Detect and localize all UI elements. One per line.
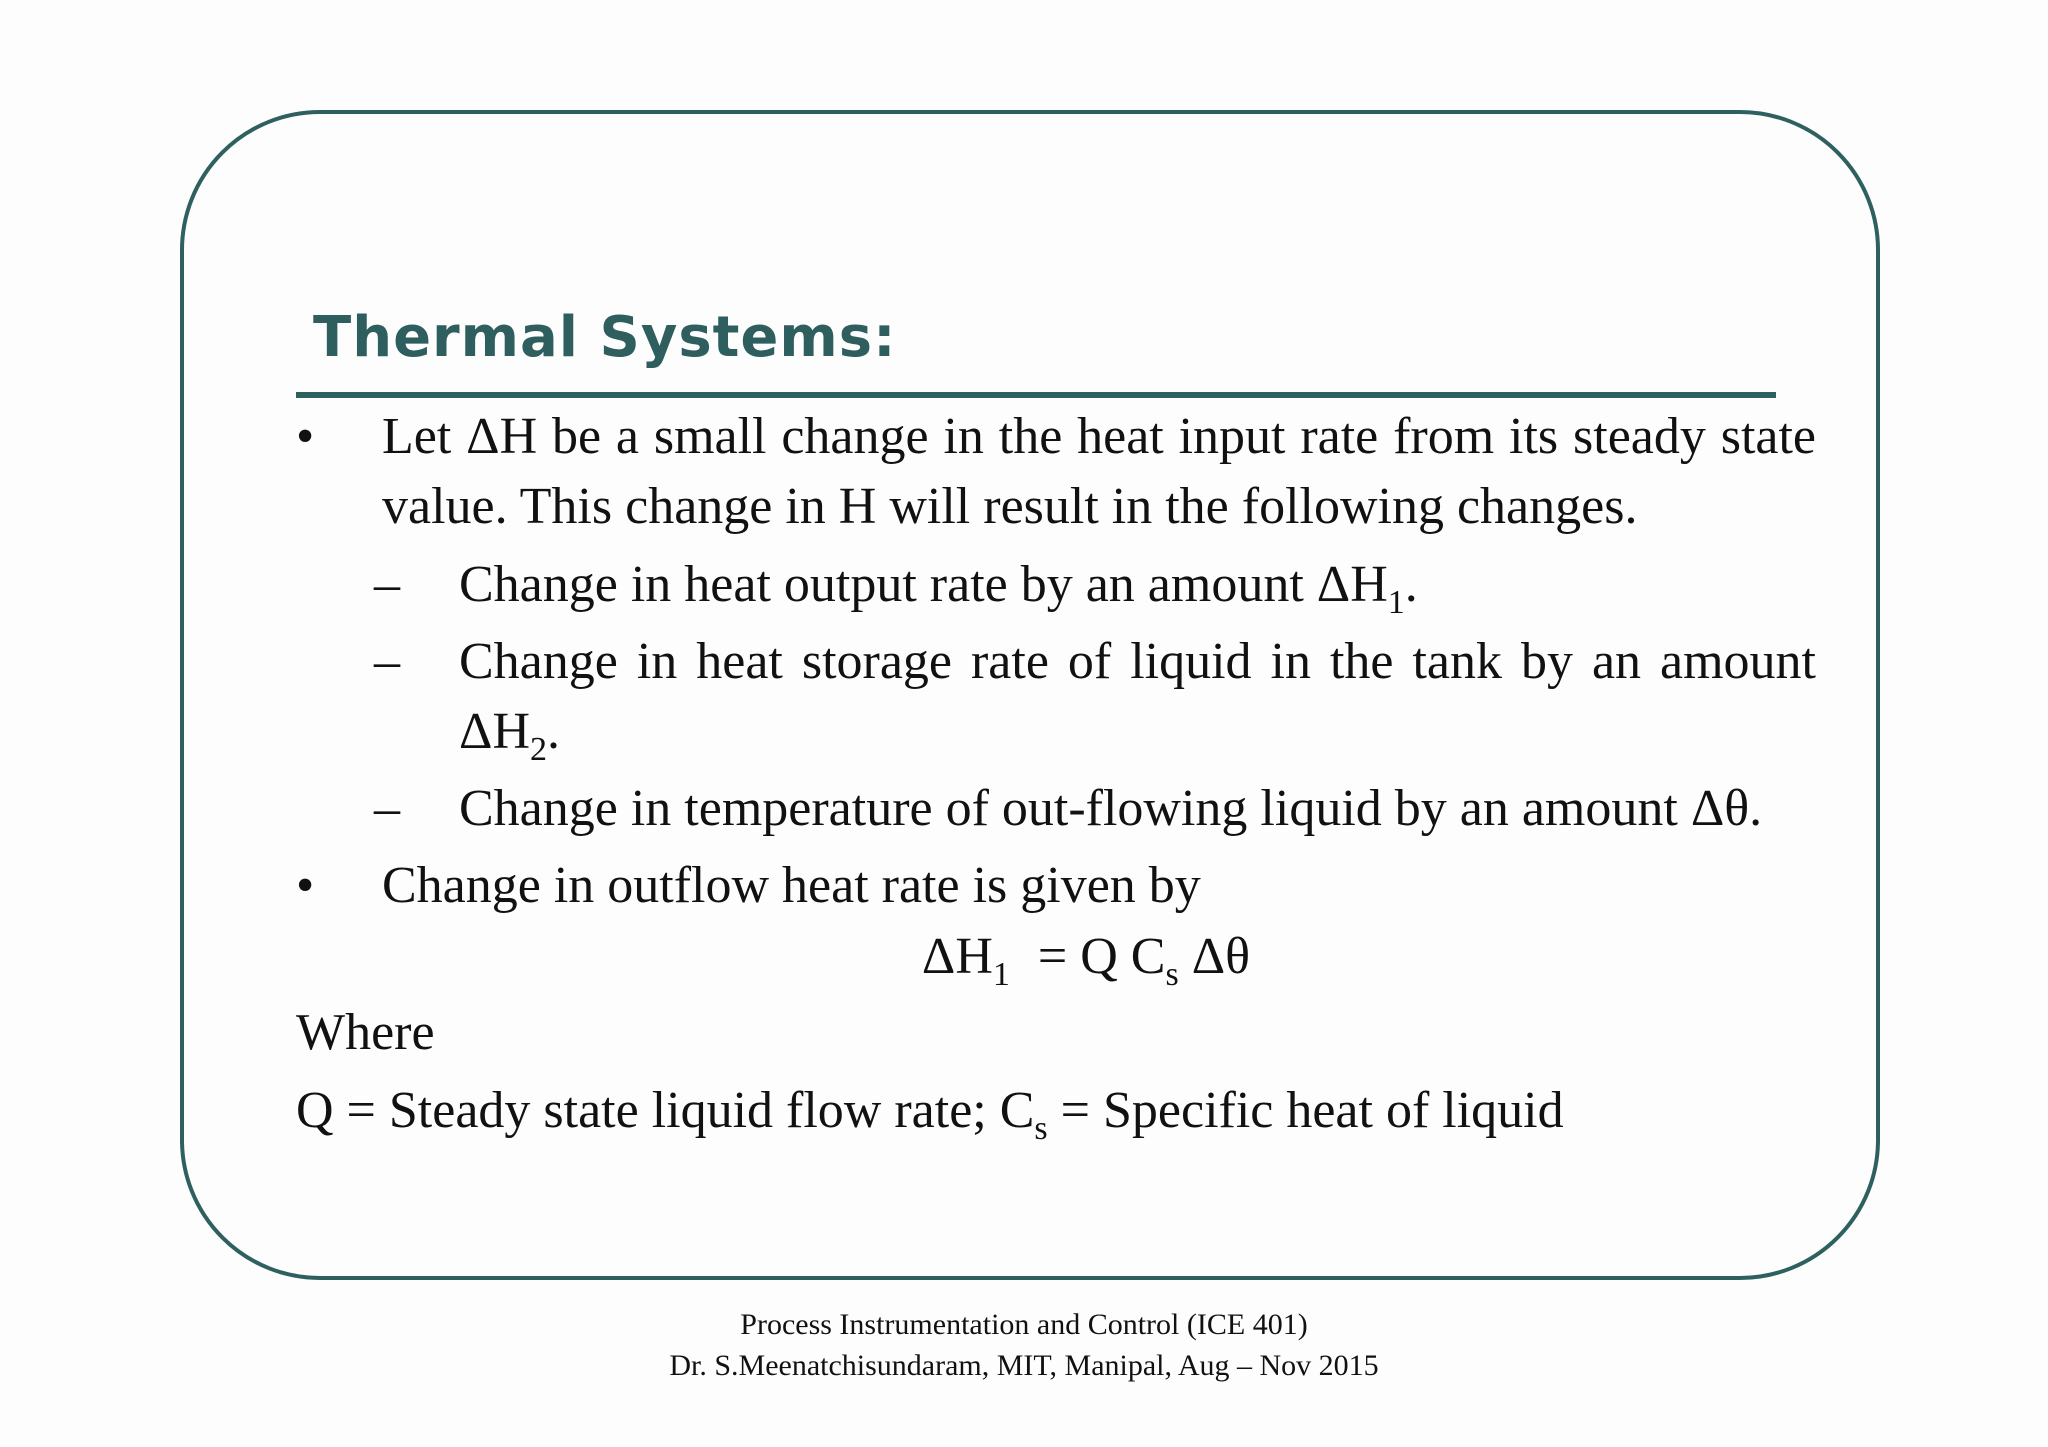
definition-part1: Q = Steady state liquid flow rate; C	[296, 1082, 1035, 1139]
bullet-text: Change in outflow heat rate is given by	[382, 857, 1201, 914]
bullet-icon: •	[296, 857, 315, 914]
footer-author: Dr. S.Meenatchisundaram, MIT, Manipal, Aug – Nov 2015	[669, 1349, 1379, 1382]
bullet-item	[296, 851, 1816, 921]
equation-rhs-subscript: s	[1165, 956, 1179, 993]
equation	[296, 922, 1816, 992]
definition-part2: = Specific heat of liquid	[1047, 1082, 1564, 1139]
sub-item-text: Change in heat storage rate of liquid in the tank by an amount ΔH	[459, 633, 1816, 760]
dash-icon: –	[374, 780, 400, 837]
bullet-text: Let ΔH be a small change in the heat input rate from its steady state value. This change in H will result in the following changes.	[382, 408, 1816, 535]
footer-course: Process Instrumentation and Control (ICE 401)	[740, 1308, 1308, 1341]
where-label: Where	[296, 1004, 435, 1061]
sub-item-suffix: .	[1404, 556, 1418, 613]
sub-item	[296, 550, 1816, 620]
sub-item	[296, 774, 1816, 844]
equation-rhs-pre: = Q C	[1037, 928, 1166, 985]
equation-lhs: ΔH	[921, 928, 993, 985]
dash-icon: –	[374, 556, 400, 613]
sub-item-suffix: .	[547, 703, 560, 760]
subscript: 2	[530, 731, 547, 768]
bullet-icon: •	[296, 408, 315, 465]
bullet-item	[296, 402, 1816, 542]
sub-item-text: Change in temperature of out-flowing liquid by an amount Δθ.	[459, 780, 1763, 837]
title-underline	[296, 392, 1776, 398]
sub-item	[296, 627, 1816, 767]
definition-line	[296, 1076, 1816, 1146]
dash-icon: –	[374, 633, 400, 690]
equation-lhs-subscript: 1	[992, 956, 1010, 993]
equation-rhs-post: Δθ	[1178, 928, 1251, 985]
sub-item-text: Change in heat output rate by an amount ΔH	[459, 556, 1388, 613]
slide-content	[296, 402, 1816, 1146]
slide-title: Thermal Systems:	[313, 305, 897, 370]
definition-subscript: s	[1034, 1110, 1048, 1147]
subscript: 1	[1387, 584, 1405, 621]
